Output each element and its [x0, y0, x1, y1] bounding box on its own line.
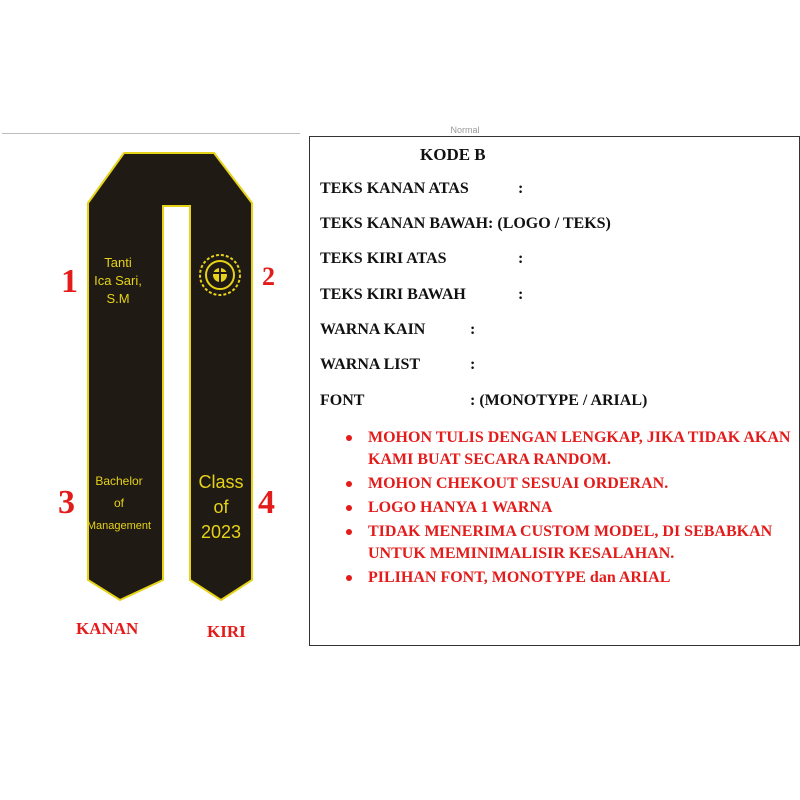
field-value: : — [470, 321, 476, 338]
bullet-icon — [346, 435, 352, 441]
marker-4: 4 — [258, 484, 275, 521]
field-teks-kanan-bawah — [320, 215, 611, 233]
tab-stub-label: Normal — [450, 125, 480, 135]
bullet-icon — [346, 529, 352, 535]
field-label: TEKS KIRI ATAS — [320, 250, 447, 267]
note-text: LOGO HANYA 1 WARNA — [368, 499, 553, 516]
kanan-upper-line-1: Tanti — [104, 255, 132, 270]
form-code: KODE B — [420, 145, 486, 164]
label-kiri: KIRI — [207, 622, 246, 641]
label-kanan: KANAN — [76, 619, 139, 638]
kanan-upper-line-3: S.M — [106, 291, 130, 306]
field-warna-list — [320, 356, 476, 374]
field-value: : — [470, 356, 476, 373]
note-item — [342, 427, 794, 471]
kiri-lower-line-1: Class — [198, 472, 244, 492]
kanan-lower-line-2: of — [113, 496, 125, 510]
field-label: TEKS KANAN ATAS — [320, 180, 469, 197]
order-form — [309, 136, 800, 646]
field-label: TEKS KIRI BAWAH — [320, 286, 466, 303]
stole-illustration — [0, 0, 300, 660]
marker-1: 1 — [61, 263, 78, 300]
field-value: : — [518, 286, 524, 303]
field-teks-kiri-atas — [320, 250, 524, 268]
kanan-lower-line-1: Bachelor — [95, 474, 143, 488]
field-label: TEKS KANAN BAWAH: — [320, 215, 494, 232]
note-text: TIDAK MENERIMA CUSTOM MODEL, DI SEBABKAN UNTUK MEMINIMALISIR KESALAHAN. — [368, 523, 773, 562]
bullet-icon — [346, 481, 352, 487]
field-value: : (MONOTYPE / ARIAL) — [470, 392, 648, 409]
bullet-icon — [346, 505, 352, 511]
note-text: MOHON TULIS DENGAN LENGKAP, JIKA TIDAK AKAN KAMI BUAT SECARA RANDOM. — [368, 429, 791, 468]
kanan-lower-line-3: Management — [86, 520, 152, 532]
note-item — [342, 473, 794, 495]
field-value: : — [518, 250, 524, 267]
notes-list — [342, 427, 794, 591]
kiri-lower-line-3: 2023 — [200, 522, 242, 542]
field-label: WARNA LIST — [320, 356, 421, 373]
marker-3: 3 — [58, 484, 75, 521]
field-teks-kiri-bawah — [320, 286, 524, 304]
field-warna-kain — [320, 321, 476, 339]
bullet-icon — [346, 575, 352, 581]
field-value: : — [518, 180, 524, 197]
note-item — [342, 497, 794, 519]
field-font — [320, 392, 648, 410]
stole-svg — [0, 0, 300, 660]
note-text: MOHON CHEKOUT SESUAI ORDERAN. — [368, 475, 669, 492]
field-label: WARNA KAIN — [320, 321, 426, 338]
field-value: (LOGO / TEKS) — [497, 215, 611, 232]
marker-2: 2 — [262, 262, 275, 291]
kanan-upper-line-2: Ica Sari, — [94, 273, 142, 288]
note-item — [342, 567, 794, 589]
field-label: FONT — [320, 392, 365, 409]
kiri-lower-line-2: of — [213, 497, 229, 517]
note-item — [342, 521, 794, 565]
note-text: PILIHAN FONT, MONOTYPE dan ARIAL — [368, 569, 671, 586]
field-teks-kanan-atas — [320, 180, 524, 198]
